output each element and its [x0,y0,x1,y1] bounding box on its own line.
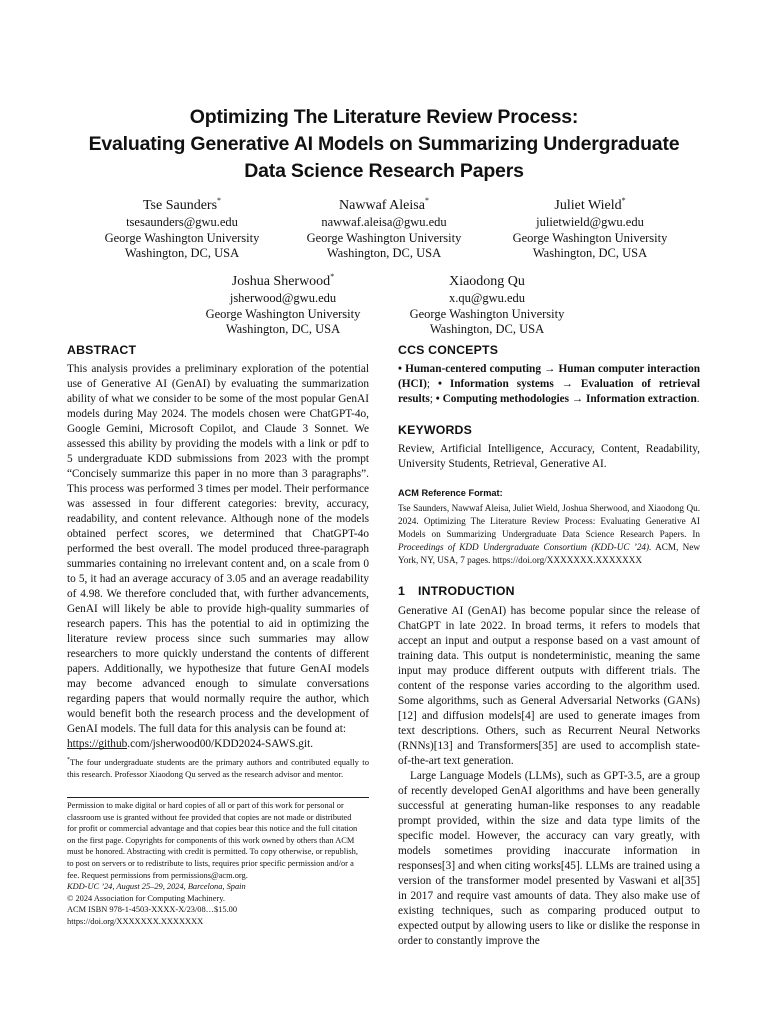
ccs-item: Human-centered computing → Human computer interaction (HCI) [398,363,701,390]
author-affiliation: George Washington University [409,306,565,321]
author-affiliation: George Washington University [512,230,668,245]
permission-block [67,800,369,928]
ccs-item: • [398,363,406,375]
author-location: Washington, DC, USA [225,322,341,336]
ccs-item: Information systems → Evaluation of retrieval results [398,378,701,405]
permission-line: classroom use is granted without fee provided that copies are not made or distributed [67,812,352,822]
paper-title [40,104,728,185]
author-name: Joshua Sherwood [231,274,331,289]
ccs-item: • [435,393,443,405]
keywords-heading: KEYWORDS [398,423,473,437]
title-line: Data Science Research Papers [244,160,524,182]
permission-line: to post on servers or to redistribute to lists, requires prior specific permission and/or a [67,858,354,868]
conference-line: KDD-UC ’24, August 25–29, 2024, Barcelona, Spain [67,882,246,892]
author-name: Xiaodong Qu [449,274,525,289]
author-location: Washington, DC, USA [326,246,442,260]
author-mark: * [330,272,335,281]
author-affiliation: George Washington University [104,230,260,245]
footnote-rule [67,748,127,749]
author-mark: * [217,196,222,205]
permission-line: Permission to make digital or hard copies of all or part of this work for personal or [67,801,344,810]
acm-ref-heading: ACM Reference Format: [398,488,503,498]
permission-line: must be honored. Abstracting with credit is permitted. To copy otherwise, or republish, [67,847,358,857]
abstract-text: This analysis provides a preliminary exploration of the potential use of Generative AI (GenAI) by evaluating the summarization ability of what we consider to be some of the most popular GenAI models during May 2024. The models chosen were ChatGPT-4o, Google Gemini, Microsoft Copilot, and Claude 3 Sonnet. We assessed this ability by providing the models with a link or pdf to 5 undergraduate KDD submissions from 2023 with the prompt “Concisely summarize this paper in no more than 3 paragraphs”. This process was performed 3 times per model. Their performance was assessed in four different categories: brevity, accuracy, readability, and content relevance. Although none of the models obtained perfect scores, we determined that ChatGPT-4o performed the best overall. The model produced three-paragraph summaries containing no irrelevant content and, on a scale from 0 to 5, it had an average accuracy of 3.05 and an average readability of 4.98. We therefore concluded that, with further advancements, GenAI will likely be able to provide high-quality summaries of research papers. This has the potential to aid in optimizing the literature review process since such summaries may allow researchers to more quickly understand the contents of different papers. Additionally, we hypothesize that future GenAI models may become advanced enough to simulate conversations regarding papers that would normally require the author, which would benefit both the research process and the development of GenAI models. The full data for this analysis can be found at: [67,363,369,735]
ccs-sep: ; [429,393,436,405]
author-block [72,192,292,262]
footnote-mark: * [67,757,70,763]
footnote-text: The four undergraduate students are the primary authors and contributed equally to this research. Professor Xiaodong Qu served as the research advisor and mentor. [67,757,369,779]
author-location: Washington, DC, USA [429,322,545,336]
author-email: julietwield@gwu.edu [536,215,644,229]
author-email: jsherwood@gwu.edu [229,291,337,305]
acm-ref-part: Tse Saunders, Nawwaf Aleisa, Juliet Wield, Joshua Sherwood, and Xiaodong Qu. 2024. Optimizing The Literature Review Process: Evaluating Generative AI Models on Summarizing Undergraduate Data Science Research Papers. In [398,503,700,539]
title-line: Evaluating Generative AI Models on Summarizing Undergraduate [88,133,680,155]
abstract-heading: ABSTRACT [67,343,137,357]
ccs-concepts [398,362,700,407]
permission-rule [67,797,369,798]
author-affiliation: George Washington University [205,306,361,321]
intro-heading [398,583,700,599]
title-line: Optimizing The Literature Review Process: [189,106,579,128]
ccs-sep: ; [426,378,438,390]
author-email: tsesaunders@gwu.edu [126,215,238,229]
author-name: Tse Saunders [142,198,218,213]
intro-paragraph: Generative AI (GenAI) has become popular since the release of ChatGPT in late 2022. In broad terms, it refers to models that accept an input and output a response based on a vast amount of training data. This output is nondeterministic, meaning the same input may produce different outputs with different trials. The content of the response varies according to the algorithm used. Some algorithms, such as General Adversarial Networks (GANs)[12] and diffusion models[4] are used to generate images from text descriptions. Others, such as Recurrent Neural Networks (RNNs)[13] and Transformers[35] are used to accomplish state-of-the-art text generation. [398,605,700,767]
section-number: 1 [398,584,406,598]
abstract-link[interactable]: https://github.com/jsherwood00/KDD2024-SAWS.git. [67,738,314,750]
permission-line: on the first page. Copyrights for components of this work owned by others than ACM [67,835,355,845]
author-email: x.qu@gwu.edu [448,291,526,305]
author-block [274,192,494,262]
author-name: Juliet Wield [554,198,622,213]
author-location: Washington, DC, USA [124,246,240,260]
author-mark: * [621,196,626,205]
section-title: INTRODUCTION [418,584,515,598]
author-block [173,268,393,338]
author-mark: * [424,196,429,205]
keywords-text: Review, Artificial Intelligence, Accuracy, Content, Readability, University Students, Retrieval, Generative AI. [398,443,700,470]
author-email: nawwaf.aleisa@gwu.edu [321,215,447,229]
author-block [480,192,700,262]
copyright-line: © 2024 Association for Computing Machinery. [67,893,225,903]
abstract-section [67,342,369,752]
author-name: Nawwaf Aleisa [339,198,425,213]
ccs-item: • [437,378,450,390]
ccs-sep: . [696,393,700,405]
acm-ref-part: ACM, New York, NY, USA, 7 pages. https://doi.org/XXXXXXX.XXXXXXX [398,542,700,565]
author-block [377,268,597,338]
ccs-item: Computing methodologies → Information extraction [442,393,697,405]
permission-line: for profit or commercial advantage and that copies bear this notice and the full citation [67,824,358,834]
footnote [67,754,369,780]
acm-ref-text [398,502,700,567]
intro-paragraph: Large Language Models (LLMs), such as GPT-3.5, are a group of recently developed GenAI algorithms and have been generally successful at generating human-like responses to any readable prompt provided, within the size and data type limits of the specific model. However, the accuracy can vary greatly, with models sometimes providing inaccurate information in responses[3] and when citing works[45]. LLMs are trained using a version of the transformer model presented by Vaswani et al[35] in 2017 and require vast amounts of data. They also make use of existing techniques, such as comparing produced output to expected output by allowing users to like or dislike the response in order to constantly improve the [398,770,700,947]
author-location: Washington, DC, USA [532,246,648,260]
isbn-line: ACM ISBN 978-1-4503-XXXX-X/23/08…$15.00 [67,905,238,915]
permission-line: fee. Request permissions from permissions@acm.org. [67,870,248,880]
ccs-heading: CCS CONCEPTS [398,343,499,357]
author-affiliation: George Washington University [306,230,462,245]
acm-ref-proceedings: Proceedings of KDD Undergraduate Consortium (KDD-UC ’24). [398,542,652,552]
doi-line[interactable]: https://doi.org/XXXXXXX.XXXXXXX [67,916,204,926]
right-column [398,342,700,949]
